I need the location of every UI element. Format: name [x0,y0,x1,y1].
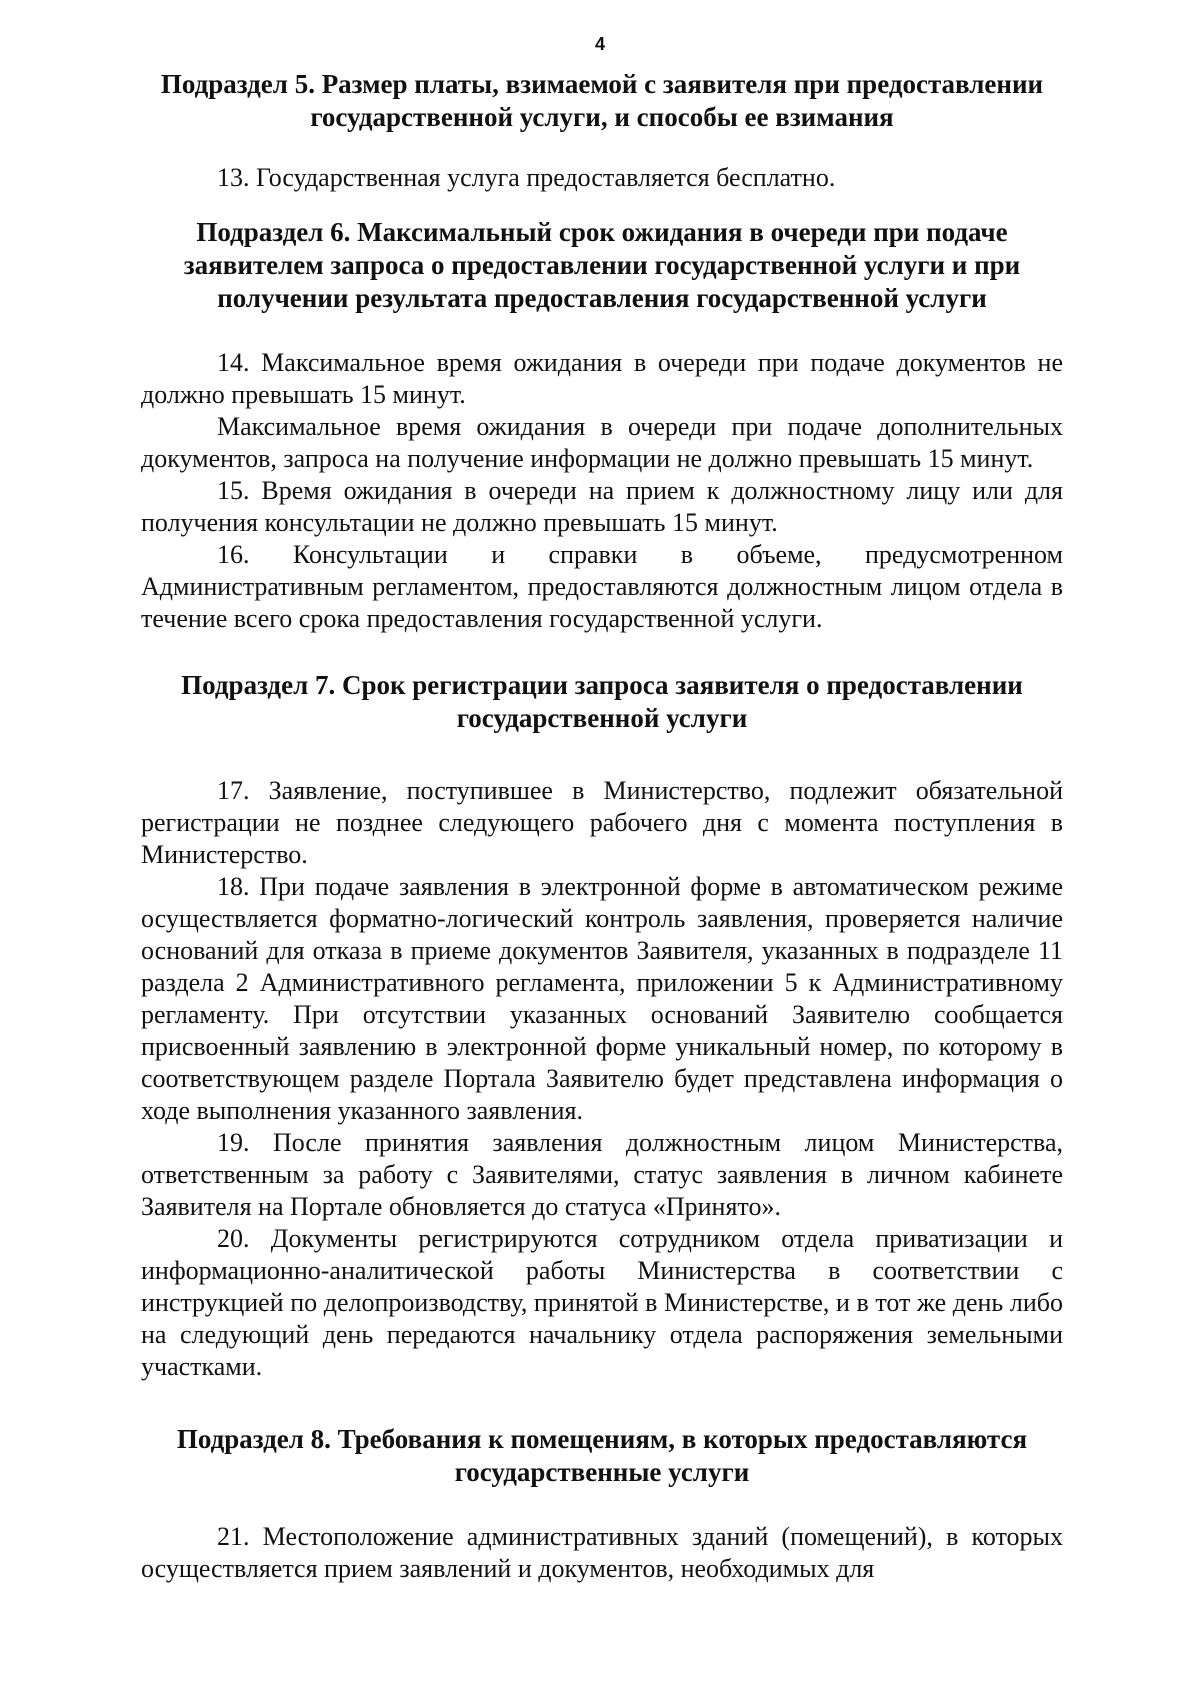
page-content [141,60,1063,1585]
page-number: 4 [594,34,605,54]
paragraph-19: 19. После принятия заявления должностным лицом Министерства, ответственным за работу с Заявителями, статус заявления в личном кабинете Заявителя на Портале обновляется до статуса «Принято». [141,1128,1063,1221]
subsection-5-heading: Подраздел 5. Размер платы, взимаемой с заявителя при предоставлении государственной услуги, и способы ее взимания [160,69,1044,132]
paragraph-16: 16. Консультации и справки в объеме, предусмотренном Административным регламентом, предоставляются должностным лицом отдела в течение всего срока предоставления государственной услуги. [141,540,1063,633]
paragraph-13: 13. Государственная услуга предоставляется бесплатно. [217,163,836,192]
subsection-7-heading: Подраздел 7. Срок регистрации запроса заявителя о предоставлении государственной услуги [181,670,1023,733]
paragraph-14: 14. Максимальное время ожидания в очереди при подаче документов не должно превышать 15 минут. [141,348,1063,409]
paragraph-15: 15. Время ожидания в очереди на прием к должностному лицу или для получения консультации не должно превышать 15 минут. [141,476,1063,537]
paragraph-21: 21. Местоположение административных зданий (помещений), в которых осуществляется прием заявлений и документов, необходимых для [141,1522,1063,1583]
subsection-8-heading: Подраздел 8. Требования к помещениям, в которых предоставляются государственные услуги [176,1424,1028,1487]
paragraph-20: 20. Документы регистрируются сотрудником отдела приватизации и информационно-аналитической работы Министерства в соответствии с инструкцией по делопроизводству, принятой в Министерстве, и в тот же день либо на следующий день передаются начальнику отдела распоряжения земельными участками. [141,1224,1063,1381]
subsection-6-heading: Подраздел 6. Максимальный срок ожидания в очереди при подаче заявителем запроса о предоставлении государственной услуги и при получении результата предоставления государственной услуги [183,217,1021,313]
paragraph-18: 18. При подаче заявления в электронной форме в автоматическом режиме осуществляется форматно-логический контроль заявления, проверяется наличие оснований для отказа в приеме документов Заявителя, указанных в подразделе 11 раздела 2 Административного регламента, приложении 5 к Административному регламенту. При отсутствии указанных оснований Заявителю сообщается присвоенный заявлению в электронной форме уникальный номер, по которому в соответствующем разделе Портала Заявителю будет представлена информация о ходе выполнения указанного заявления. [141,872,1063,1125]
paragraph-14-continued: Максимальное время ожидания в очереди при подаче дополнительных документов, запроса на получение информации не должно превышать 15 минут. [141,412,1063,473]
paragraph-17: 17. Заявление, поступившее в Министерство, подлежит обязательной регистрации не позднее следующего рабочего дня с момента поступления в Министерство. [141,776,1063,869]
